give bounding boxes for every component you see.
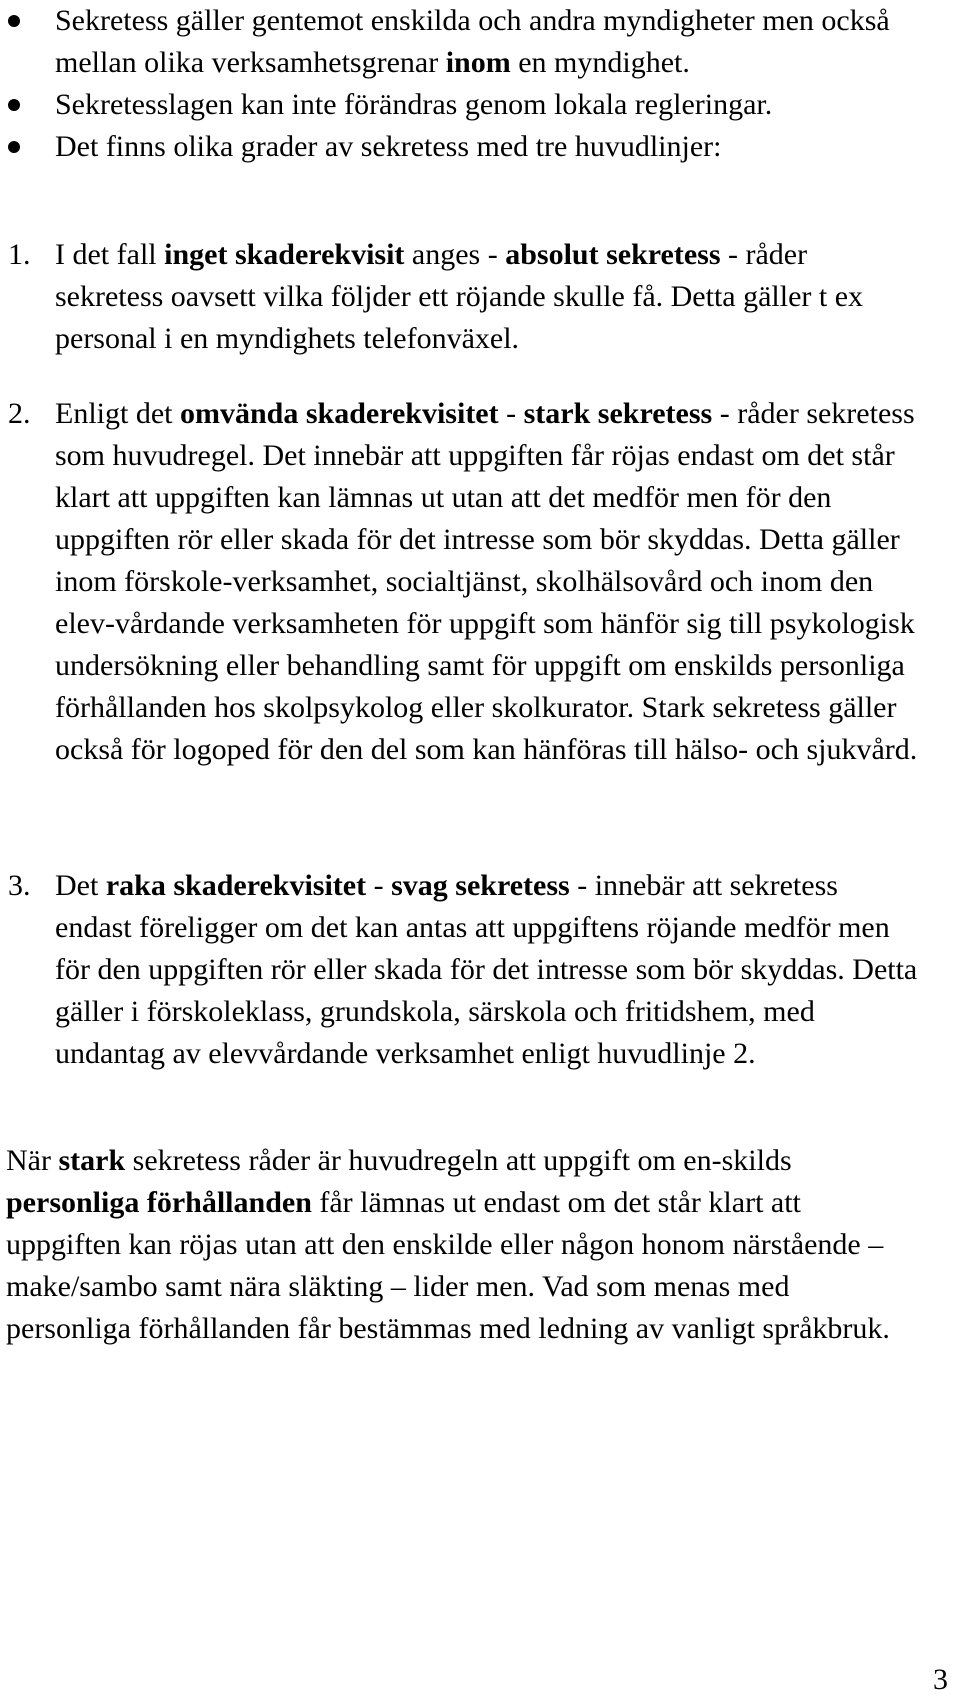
bullet-item: [0, 0, 920, 84]
text-run: Sekretess gäller gentemot enskilda och andra myndigheter men också mellan olika verksamhetsgrenar: [55, 4, 890, 79]
text-run: I det fall: [55, 238, 165, 271]
item-number: 2.: [8, 397, 31, 430]
text-run: - råder sekretess oavsett vilka följder ett röjande skulle få. Detta gäller t ex personal i en myndighets telefonväxel.: [55, 238, 864, 355]
bold-term: omvända skaderekvisitet: [179, 397, 499, 430]
body-paragraph: [6, 1140, 906, 1350]
text-run: - innebär att sekretess endast föreligger om det kan antas att uppgiftens röjande medför men för den uppgiften rör eller skada för det intresse som bör skyddas. Detta gäller i förskoleklass, grundskola, särskola och fritidshem, med undantag av elevvårdande verksamhet enligt huvudlinje 2.: [55, 869, 918, 1070]
item-text: [55, 238, 863, 355]
bullet-text: [55, 130, 721, 163]
bold-term: raka skaderekvisitet: [105, 869, 367, 902]
bold-term: absolut sekretess: [505, 238, 721, 271]
bold-term: stark sekretess: [523, 397, 713, 430]
text-run: anges -: [404, 238, 506, 271]
text-run: Enligt det: [55, 397, 180, 430]
text-run: får lämnas ut endast om det står klart att uppgiften kan röjas utan att den enskilde eller någon honom närstående – make/sambo samt nära släkting – lider men. Vad som menas med personliga förhållanden får bestämmas med ledning av vanligt språkbruk.: [6, 1186, 890, 1345]
item-text: [55, 869, 917, 1070]
text-run: Det finns olika grader av sekretess med tre huvudlinjer:: [55, 130, 722, 163]
bullet-dot-icon: [8, 15, 20, 27]
text-run: - råder sekretess som huvudregel. Det innebär att uppgiften får röjas endast om det står klart att uppgiften kan lämnas ut utan att det medför men för den uppgiften rör eller skada för det intresse som bör skyddas. Detta gäller inom förskole-verksamhet, socialtjänst, skolhälsovård och inom den elev-vårdande verksamheten för uppgift som hänför sig till psykologisk undersökning eller behandling samt för uppgift om enskilds personliga förhållanden hos skolpsykolog eller skolkurator. Stark sekretess gäller också för logoped för den del som kan hänföras till hälso- och sjukvård.: [55, 397, 918, 766]
text-run: Sekretesslagen kan inte förändras genom lokala regleringar.: [55, 88, 773, 121]
text-run: Det: [55, 869, 106, 902]
bold-term: inom: [445, 46, 511, 79]
bold-term: svag sekretess: [391, 869, 570, 902]
numbered-item-1: [0, 234, 920, 360]
bullet-dot-icon: [8, 141, 20, 153]
bullet-item: [0, 126, 920, 168]
item-number: 1.: [8, 238, 31, 271]
text-run: När: [6, 1144, 59, 1177]
item-text: [55, 397, 917, 766]
bullet-text: [55, 4, 890, 79]
bullet-dot-icon: [8, 99, 20, 111]
bullet-list: [0, 0, 920, 168]
text-run: sekretess råder är huvudregeln att uppgift om en-skilds: [125, 1144, 792, 1177]
text-run: -: [498, 397, 524, 430]
item-number: 3.: [8, 869, 31, 902]
bold-term: personliga förhållanden: [6, 1186, 312, 1219]
bullet-text: [55, 88, 772, 121]
text-run: -: [366, 869, 392, 902]
bullet-item: [0, 84, 920, 126]
page-number: 3: [933, 1663, 948, 1696]
numbered-item-3: [0, 865, 920, 1075]
bold-term: inget skaderekvisit: [164, 238, 405, 271]
numbered-item-2: [0, 393, 920, 771]
bold-term: stark: [58, 1144, 126, 1177]
text-run: en myndighet.: [510, 46, 690, 79]
